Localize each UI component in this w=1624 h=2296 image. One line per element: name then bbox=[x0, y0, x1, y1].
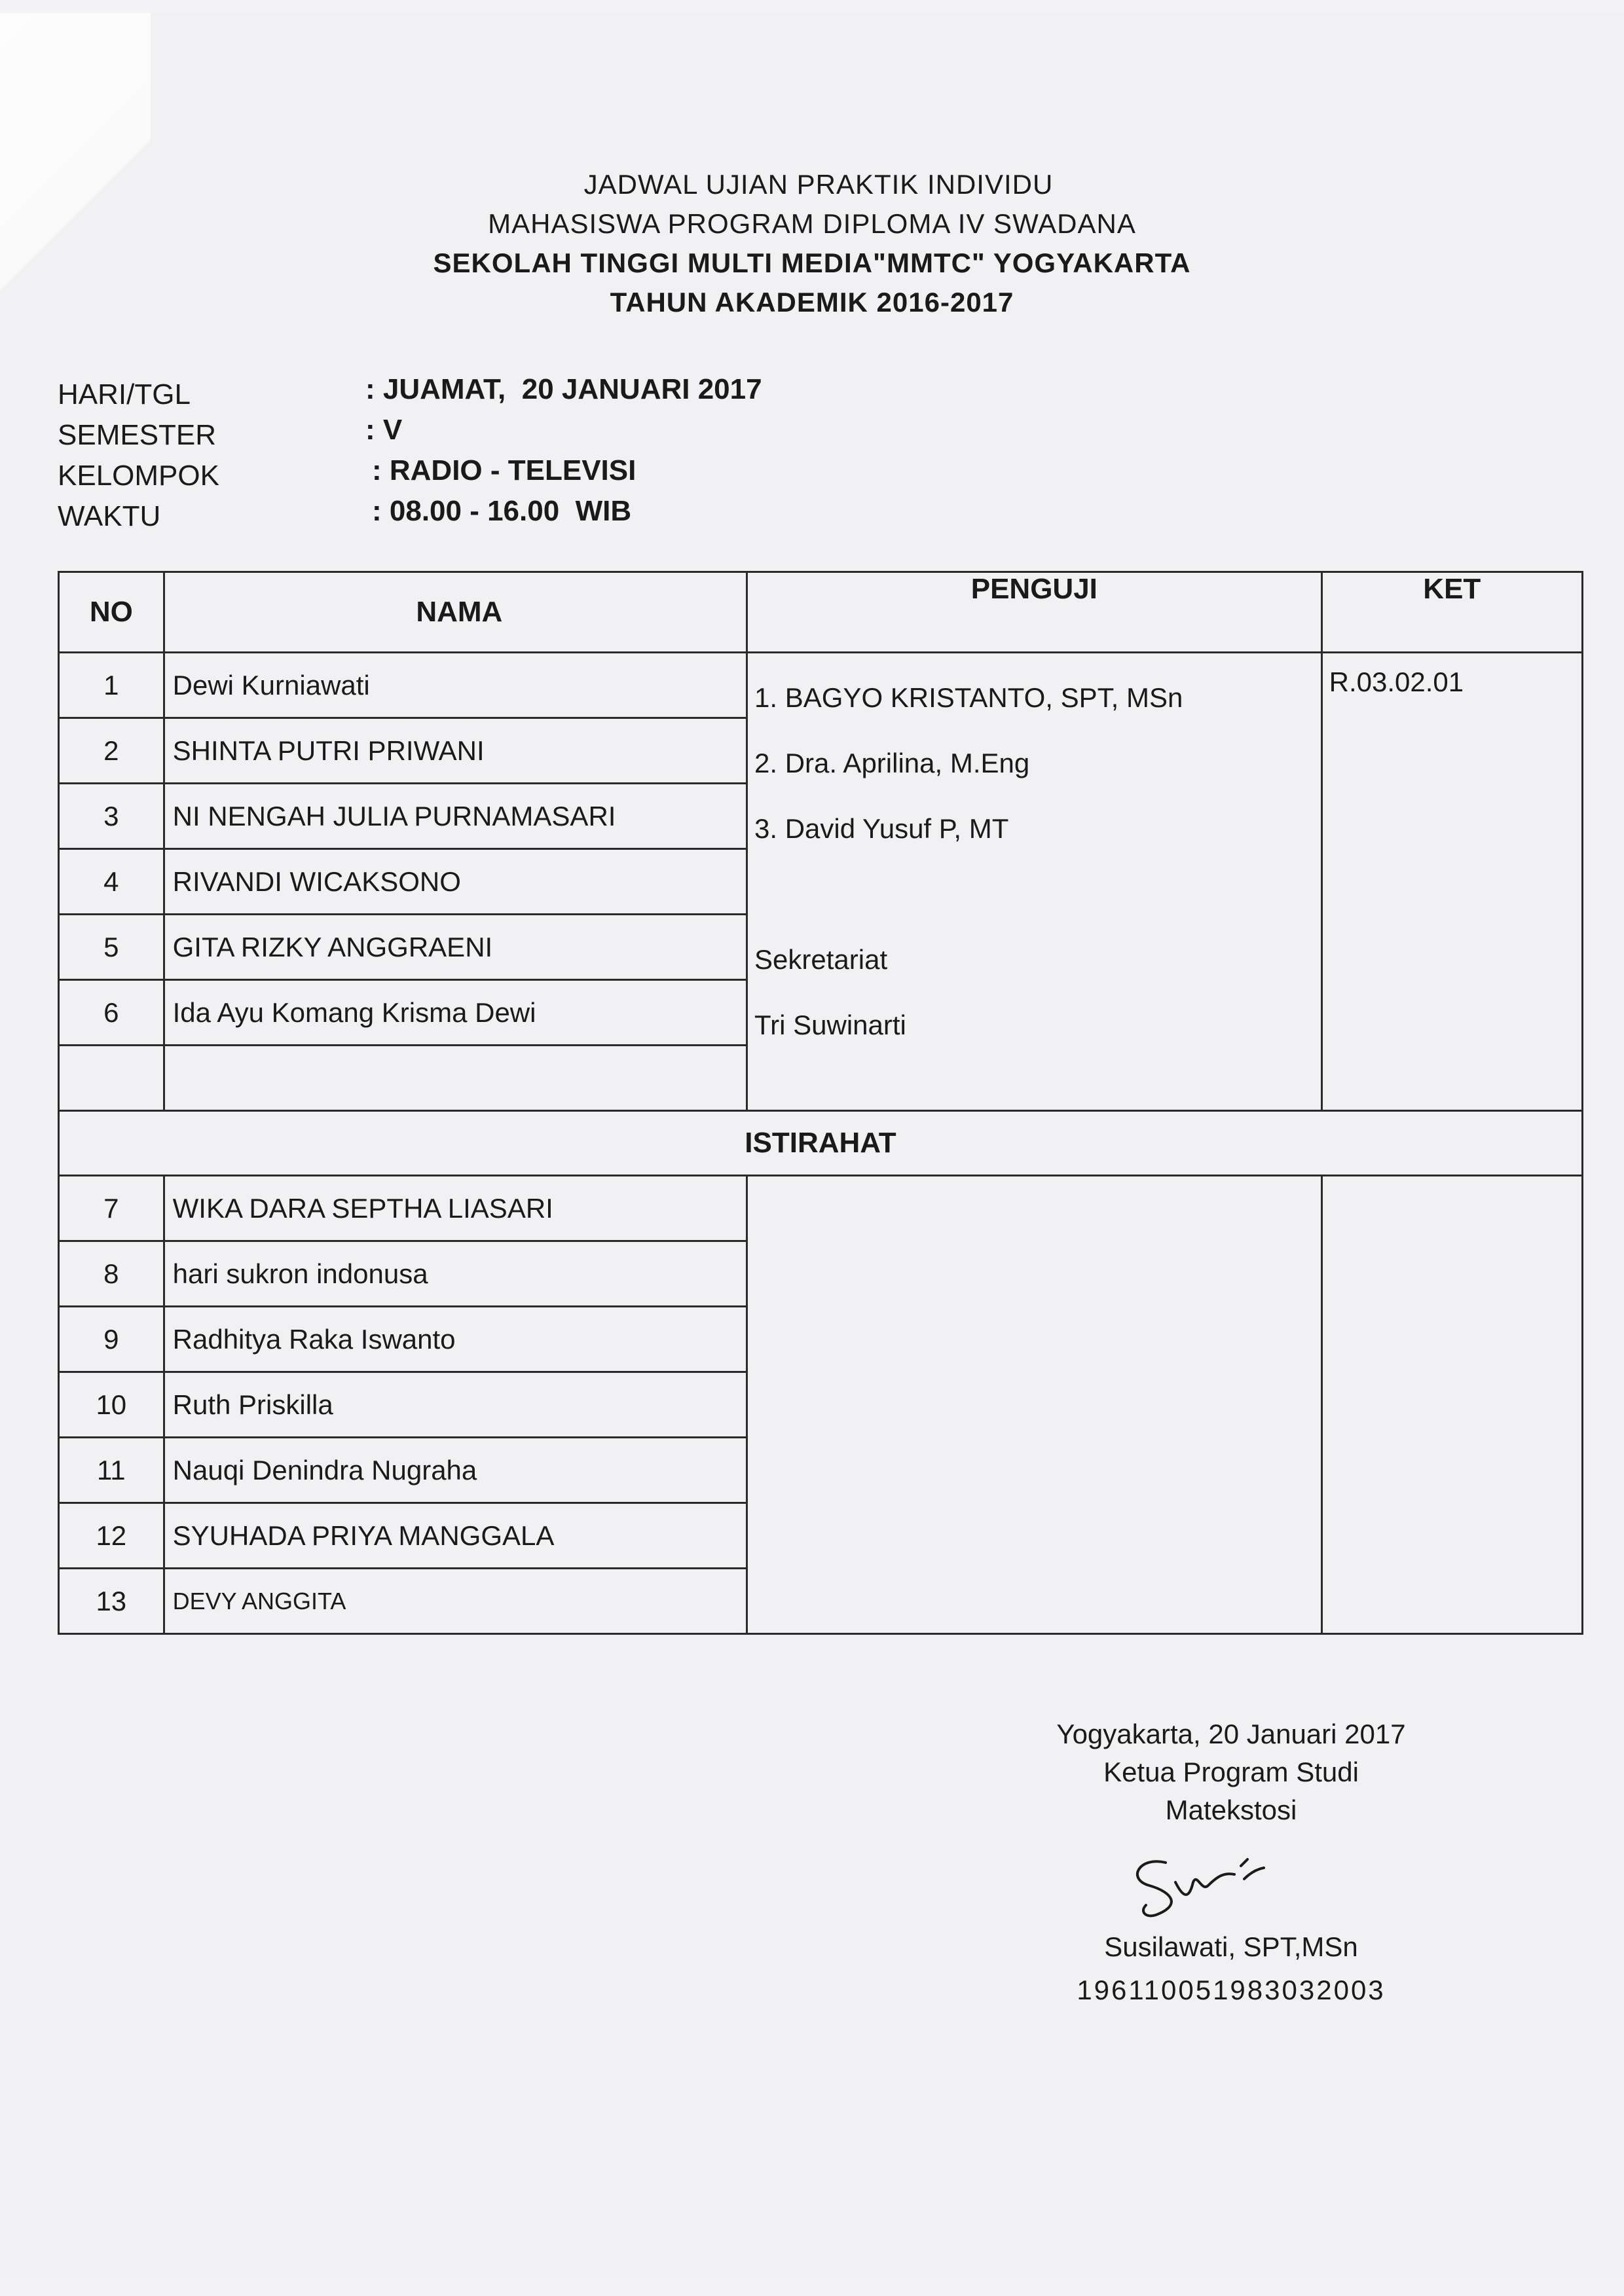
cell-no: 13 bbox=[59, 1569, 164, 1634]
document-page bbox=[0, 13, 1624, 2278]
cell-nama: SYUHADA PRIYA MANGGALA bbox=[164, 1503, 747, 1569]
cell-no: 9 bbox=[59, 1307, 164, 1372]
info-value: : 08.00 - 16.00 WIB bbox=[372, 495, 632, 527]
title-line-1: JADWAL UJIAN PRAKTIK INDIVIDU bbox=[583, 169, 1054, 200]
table-header-row bbox=[59, 572, 1583, 653]
break-label: ISTIRAHAT bbox=[59, 1111, 1583, 1176]
ket-cell bbox=[1321, 653, 1582, 1111]
header-nama: NAMA bbox=[164, 572, 747, 653]
cell-no: 10 bbox=[59, 1372, 164, 1438]
signatory-position: Ketua Program Studi bbox=[1103, 1757, 1359, 1787]
cell-no: 5 bbox=[59, 915, 164, 980]
penguji-cell bbox=[747, 653, 1322, 1111]
spacer bbox=[754, 862, 1321, 927]
info-label: KELOMPOK bbox=[58, 460, 219, 492]
cell-nama: RIVANDI WICAKSONO bbox=[164, 849, 747, 915]
table-row bbox=[59, 1176, 1583, 1241]
penguji-item: 1. BAGYO KRISTANTO, SPT, MSn bbox=[754, 682, 1183, 713]
info-value: : V bbox=[365, 414, 403, 446]
table-row bbox=[59, 653, 1583, 718]
info-label: WAKTU bbox=[58, 500, 161, 532]
handwritten-signature bbox=[1120, 1843, 1290, 1935]
cell-nama: Nauqi Denindra Nugraha bbox=[164, 1438, 747, 1503]
cell-nama bbox=[164, 1046, 747, 1111]
signatory-name: Susilawati, SPT,MSn bbox=[1104, 1931, 1358, 1962]
cell-no: 2 bbox=[59, 718, 164, 784]
cell-nama: GITA RIZKY ANGGRAENI bbox=[164, 915, 747, 980]
title-line-4: TAHUN AKADEMIK 2016-2017 bbox=[610, 287, 1014, 318]
cell-no: 6 bbox=[59, 980, 164, 1046]
exam-schedule-table bbox=[58, 571, 1583, 1635]
cell-no: 1 bbox=[59, 653, 164, 718]
info-label: HARI/TGL bbox=[58, 378, 191, 410]
header-ket: KET bbox=[1321, 572, 1582, 653]
document-title bbox=[0, 165, 1624, 322]
cell-nama: NI NENGAH JULIA PURNAMASARI bbox=[164, 784, 747, 849]
sekretariat-name: Tri Suwinarti bbox=[754, 1010, 906, 1040]
department-name: Matekstosi bbox=[1165, 1795, 1297, 1825]
cell-nama: SHINTA PUTRI PRIWANI bbox=[164, 718, 747, 784]
penguji-list bbox=[748, 653, 1321, 1058]
title-line-3: SEKOLAH TINGGI MULTI MEDIA"MMTC" YOGYAKARTA bbox=[433, 247, 1191, 278]
penguji-item: 2. Dra. Aprilina, M.Eng bbox=[754, 748, 1030, 778]
cell-no: 11 bbox=[59, 1438, 164, 1503]
cell-nama: Ida Ayu Komang Krisma Dewi bbox=[164, 980, 747, 1046]
cell-nama: DEVY ANGGITA bbox=[164, 1569, 747, 1634]
title-line-2: MAHASISWA PROGRAM DIPLOMA IV SWADANA bbox=[488, 208, 1136, 239]
cell-no: 3 bbox=[59, 784, 164, 849]
header-penguji: PENGUJI bbox=[747, 572, 1322, 653]
break-row bbox=[59, 1111, 1583, 1176]
info-value: : JUAMAT, 20 JANUARI 2017 bbox=[365, 373, 762, 405]
cell-nama: Ruth Priskilla bbox=[164, 1372, 747, 1438]
cell-nama: Radhitya Raka Iswanto bbox=[164, 1307, 747, 1372]
cell-no: 7 bbox=[59, 1176, 164, 1241]
penguji-item: 3. David Yusuf P, MT bbox=[754, 813, 1009, 844]
signatory-nip: 196110051983032003 bbox=[1077, 1975, 1386, 2005]
ket-cell-empty bbox=[1321, 1176, 1582, 1634]
cell-nama: hari sukron indonusa bbox=[164, 1241, 747, 1307]
place-date: Yogyakarta, 20 Januari 2017 bbox=[1056, 1719, 1406, 1749]
signature-block bbox=[904, 1715, 1559, 1829]
cell-no: 4 bbox=[59, 849, 164, 915]
room-code: R.03.02.01 bbox=[1329, 666, 1464, 697]
penguji-cell-empty bbox=[747, 1176, 1322, 1634]
cell-nama: Dewi Kurniawati bbox=[164, 653, 747, 718]
cell-no bbox=[59, 1046, 164, 1111]
cell-no: 8 bbox=[59, 1241, 164, 1307]
info-value: : RADIO - TELEVISI bbox=[372, 454, 637, 486]
cell-no: 12 bbox=[59, 1503, 164, 1569]
header-no: NO bbox=[59, 572, 164, 653]
sekretariat-label: Sekretariat bbox=[754, 944, 888, 975]
cell-nama: WIKA DARA SEPTHA LIASARI bbox=[164, 1176, 747, 1241]
info-label: SEMESTER bbox=[58, 419, 217, 451]
